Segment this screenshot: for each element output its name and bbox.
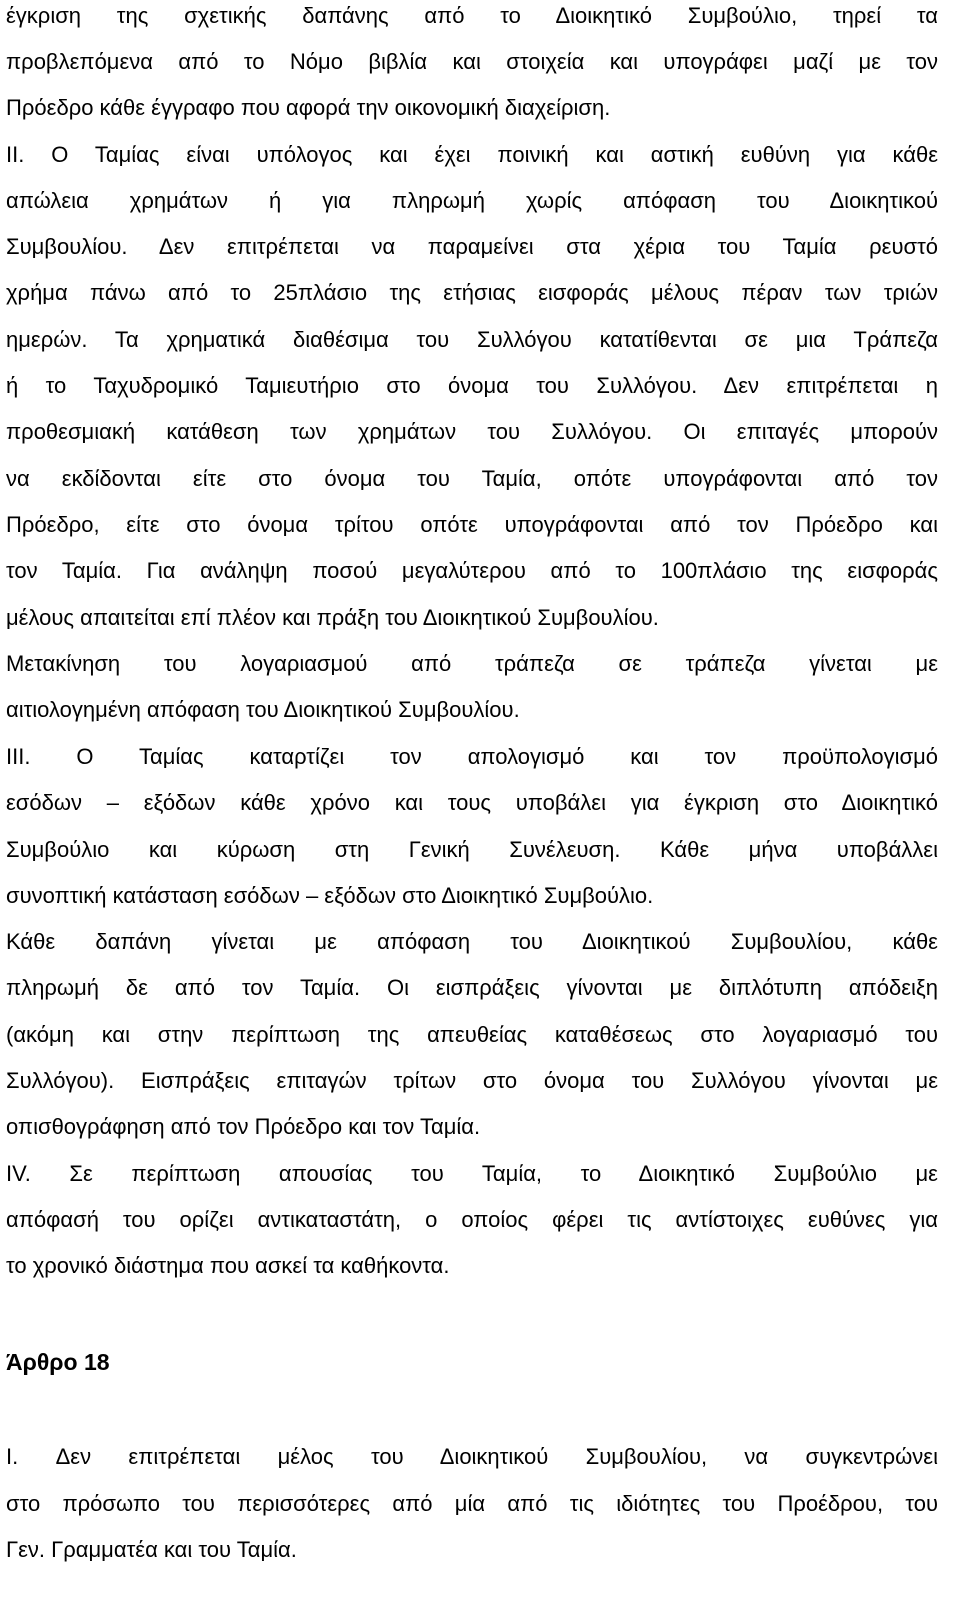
text-line: προθεσμιακή κατάθεση των χρημάτων του Συλλόγου. Οι επιταγές μπορούν — [6, 419, 938, 444]
text-line: προβλεπόμενα από το Νόμο βιβλία και στοιχεία και υπογράφει μαζί με τον — [6, 49, 938, 74]
text-line: III. Ο Ταμίας καταρτίζει τον απολογισμό και τον προϋπολογισμό — [6, 744, 938, 769]
text-line: μέλους απαιτείται επί πλέον και πράξη του Διοικητικού Συμβουλίου. — [6, 605, 659, 630]
text-line: στο πρόσωπο του περισσότερες από μία από τις ιδιότητες του Προέδρου, του — [6, 1491, 938, 1516]
text-line: εσόδων – εξόδων κάθε χρόνο και τους υποβάλει για έγκριση στο Διοικητικό — [6, 790, 938, 815]
text-line: Γεν. Γραμματέα και του Ταμία. — [6, 1537, 297, 1562]
text-line: IV. Σε περίπτωση απουσίας του Ταμία, το Διοικητικό Συμβούλιο με — [6, 1161, 938, 1186]
text-line: αιτιολογημένη απόφαση του Διοικητικού Συμβουλίου. — [6, 697, 520, 722]
text-line: I. Δεν επιτρέπεται μέλος του Διοικητικού Συμβουλίου, να συγκεντρώνει — [6, 1444, 938, 1469]
text-line: II. Ο Ταμίας είναι υπόλογος και έχει ποινική και αστική ευθύνη για κάθε — [6, 142, 938, 167]
text-line: χρήμα πάνω από το 25πλάσιο της ετήσιας εισφοράς μέλους πέραν των τριών — [6, 280, 938, 305]
text-line: Πρόεδρο, είτε στο όνομα τρίτου οπότε υπογράφονται από τον Πρόεδρο και — [6, 512, 938, 537]
article-heading: Άρθρο 18 — [6, 1349, 110, 1375]
text-line: Μετακίνηση του λογαριασμού από τράπεζα σε τράπεζα γίνεται με — [6, 651, 938, 676]
text-line: (ακόμη και στην περίπτωση της απευθείας καταθέσεως στο λογαριασμό του — [6, 1022, 938, 1047]
text-line: έγκριση της σχετικής δαπάνης από το Διοικητικό Συμβούλιο, τηρεί τα — [6, 3, 938, 28]
text-line: συνοπτική κατάσταση εσόδων – εξόδων στο Διοικητικό Συμβούλιο. — [6, 883, 654, 908]
text-line: απόφασή του ορίζει αντικαταστάτη, ο οποίος φέρει τις αντίστοιχες ευθύνες για — [6, 1207, 938, 1232]
text-line: το χρονικό διάστημα που ασκεί τα καθήκοντα. — [6, 1253, 450, 1278]
text-line: τον Ταμία. Για ανάληψη ποσού μεγαλύτερου από το 100πλάσιο της εισφοράς — [6, 558, 938, 583]
text-line: οπισθογράφηση από τον Πρόεδρο και τον Ταμία. — [6, 1114, 481, 1139]
text-line: Πρόεδρο κάθε έγγραφο που αφορά την οικονομική διαχείριση. — [6, 95, 611, 120]
text-line: να εκδίδονται είτε στο όνομα του Ταμία, οπότε υπογράφονται από τον — [6, 466, 938, 491]
text-line: ημερών. Τα χρηματικά διαθέσιμα του Συλλόγου κατατίθενται σε μια Τράπεζα — [6, 327, 938, 352]
text-line: Κάθε δαπάνη γίνεται με απόφαση του Διοικητικού Συμβουλίου, κάθε — [6, 929, 938, 954]
text-line: ή το Ταχυδρομικό Ταμιευτήριο στο όνομα του Συλλόγου. Δεν επιτρέπεται η — [6, 373, 938, 398]
text-line: πληρωμή δε από τον Ταμία. Οι εισπράξεις γίνονται με διπλότυπη απόδειξη — [6, 975, 938, 1000]
text-line: απώλεια χρημάτων ή για πληρωμή χωρίς απόφαση του Διοικητικού — [6, 188, 938, 213]
text-line: Συμβούλιο και κύρωση στη Γενική Συνέλευση. Κάθε μήνα υποβάλλει — [6, 837, 938, 862]
text-line: Συμβουλίου. Δεν επιτρέπεται να παραμείνει στα χέρια του Ταμία ρευστό — [6, 234, 938, 259]
text-line: Συλλόγου). Εισπράξεις επιταγών τρίτων στο όνομα του Συλλόγου γίνονται με — [6, 1068, 938, 1093]
